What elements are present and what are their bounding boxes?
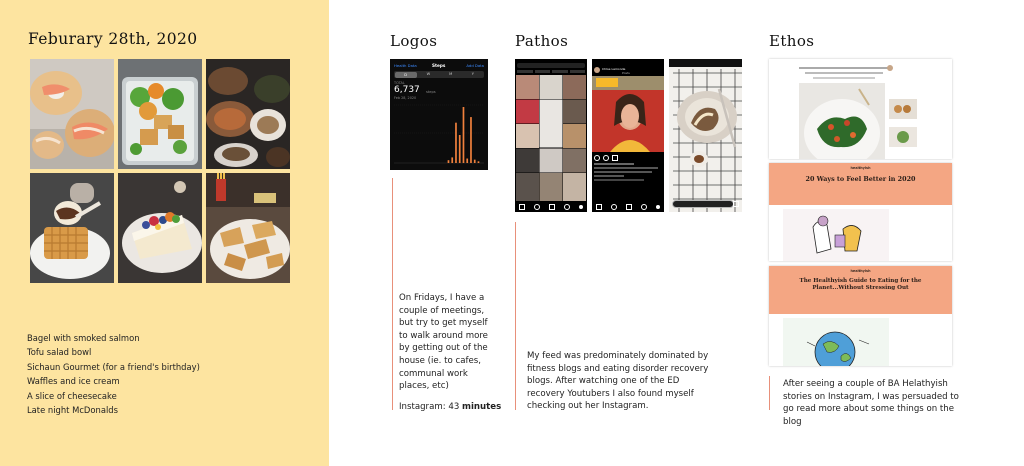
search-bar[interactable]	[517, 63, 585, 68]
tab-month[interactable]: M	[449, 72, 453, 76]
story-screenshot	[669, 59, 742, 212]
healthyish-logo: healthyish	[850, 166, 871, 170]
heart-icon[interactable]	[564, 204, 570, 210]
total-label: TOTAL	[394, 81, 405, 85]
article-title-1[interactable]: 20 Ways to Feel Better in 2020	[805, 175, 916, 183]
explore-grid	[516, 75, 586, 201]
profile-icon[interactable]	[579, 205, 583, 209]
steps-total: 6,737	[394, 85, 420, 95]
send-icon[interactable]	[733, 201, 739, 207]
post-caption	[594, 163, 660, 181]
article-illustration-1	[783, 209, 889, 261]
list-item: Waffles and ice cream	[27, 376, 120, 387]
profile-post-screenshot	[592, 59, 664, 212]
share-icon[interactable]	[612, 155, 618, 161]
step-bar	[478, 161, 480, 163]
bagel-photo	[30, 59, 114, 169]
steps-screenshot	[390, 59, 488, 170]
add-data-link: Add Data	[466, 63, 484, 68]
tab-week[interactable]: W	[426, 72, 431, 76]
ethos-heading: Ethos	[769, 32, 815, 50]
pathos-divider	[515, 222, 516, 410]
instagram-time-unit: minutes	[462, 402, 502, 412]
instagram-time-label: Instagram: 43	[399, 402, 460, 412]
home-icon[interactable]	[519, 204, 525, 210]
logos-divider	[392, 178, 393, 410]
search-icon[interactable]	[611, 204, 617, 210]
story-reply-input[interactable]	[672, 200, 734, 208]
period-tabs	[394, 71, 484, 78]
instagram-time	[399, 401, 501, 414]
sidebar-thumbnails	[889, 99, 917, 157]
home-icon[interactable]	[596, 204, 602, 210]
ethos-divider	[769, 376, 770, 410]
profile-name[interactable]: Chloe Lamonde	[602, 67, 626, 71]
healthyish-logo: healthyish	[850, 269, 871, 273]
profile-icon[interactable]	[656, 205, 660, 209]
diary-date: Feburary 28th, 2020	[28, 30, 198, 48]
steps-date: Feb 28, 2020	[394, 96, 417, 100]
step-bar	[451, 157, 453, 163]
list-item: Tofu salad bowl	[27, 347, 92, 358]
list-item: Sichaun Gourmet (for a friend's birthday)	[27, 361, 200, 372]
ethos-paragraph: After seeing a couple of BA Helathyish stories on Instagram, I was persuaded to go read more about some things on the blog	[783, 379, 959, 427]
step-bar	[459, 135, 461, 163]
bottom-nav	[592, 202, 664, 212]
comment-icon[interactable]	[603, 155, 609, 161]
steps-title: Steps	[432, 63, 446, 68]
kale-dish-image	[799, 83, 885, 159]
waffles-photo	[30, 173, 114, 283]
step-bar	[470, 117, 472, 163]
step-bar	[448, 160, 450, 163]
story-image	[669, 59, 742, 212]
health-data-back-link: Health Data	[394, 63, 417, 68]
pathos-heading: Pathos	[515, 32, 569, 50]
search-icon[interactable]	[534, 204, 540, 210]
blog-article-screenshot-3	[769, 266, 952, 366]
article-header-3	[769, 266, 952, 314]
food-list	[27, 331, 200, 417]
pathos-paragraph: My feed was predominately dominated by fitness blogs and eating disorder recovery blogs. After watching one of the ED recovery Youtubers I also found myself checking out her Instagram.	[527, 351, 709, 412]
article-illustration-2	[783, 318, 889, 366]
step-bar	[474, 160, 476, 163]
tab-day[interactable]: D	[395, 72, 417, 78]
blog-article-screenshot-2	[769, 163, 952, 261]
food-photo-grid	[30, 59, 290, 285]
sichuan-dinner-photo	[206, 59, 290, 169]
bottom-nav	[515, 202, 587, 212]
step-bar	[455, 123, 457, 163]
cheesecake-photo	[118, 173, 202, 283]
add-post-icon[interactable]	[626, 204, 632, 210]
heart-icon[interactable]	[641, 204, 647, 210]
tab-year[interactable]: Y	[471, 72, 474, 76]
post-image	[592, 76, 664, 152]
steps-unit: steps	[426, 90, 436, 94]
add-post-icon[interactable]	[549, 204, 555, 210]
step-bar	[466, 159, 468, 163]
avatar[interactable]	[594, 67, 600, 73]
tofu-salad-photo	[118, 59, 202, 169]
logos-paragraph: On Fridays, I have a couple of meetings, but try to get myself to walk around more by getting out of the house (ie. to cafes, communal work places, etc)	[399, 293, 488, 392]
post-actions	[594, 155, 662, 161]
step-bar	[463, 107, 465, 163]
explore-feed-screenshot	[515, 59, 587, 212]
explore-chips	[517, 70, 585, 73]
blog-article-screenshot-1	[769, 59, 952, 159]
list-item: Bagel with smoked salmon	[27, 333, 140, 343]
article-header-2	[769, 163, 952, 205]
like-icon[interactable]	[594, 155, 600, 161]
article-title-2[interactable]: The Healthyish Guide to Eating for the Planet...Without Stressing Out	[799, 278, 922, 291]
steps-bar-chart	[394, 103, 484, 165]
logos-heading: Logos	[390, 32, 438, 50]
profile-sub: Posts	[622, 71, 630, 75]
list-item: Late night McDonalds	[27, 405, 118, 416]
list-item: A slice of cheesecake	[27, 390, 117, 401]
avatar	[887, 65, 893, 71]
mcdonalds-photo	[206, 173, 290, 283]
